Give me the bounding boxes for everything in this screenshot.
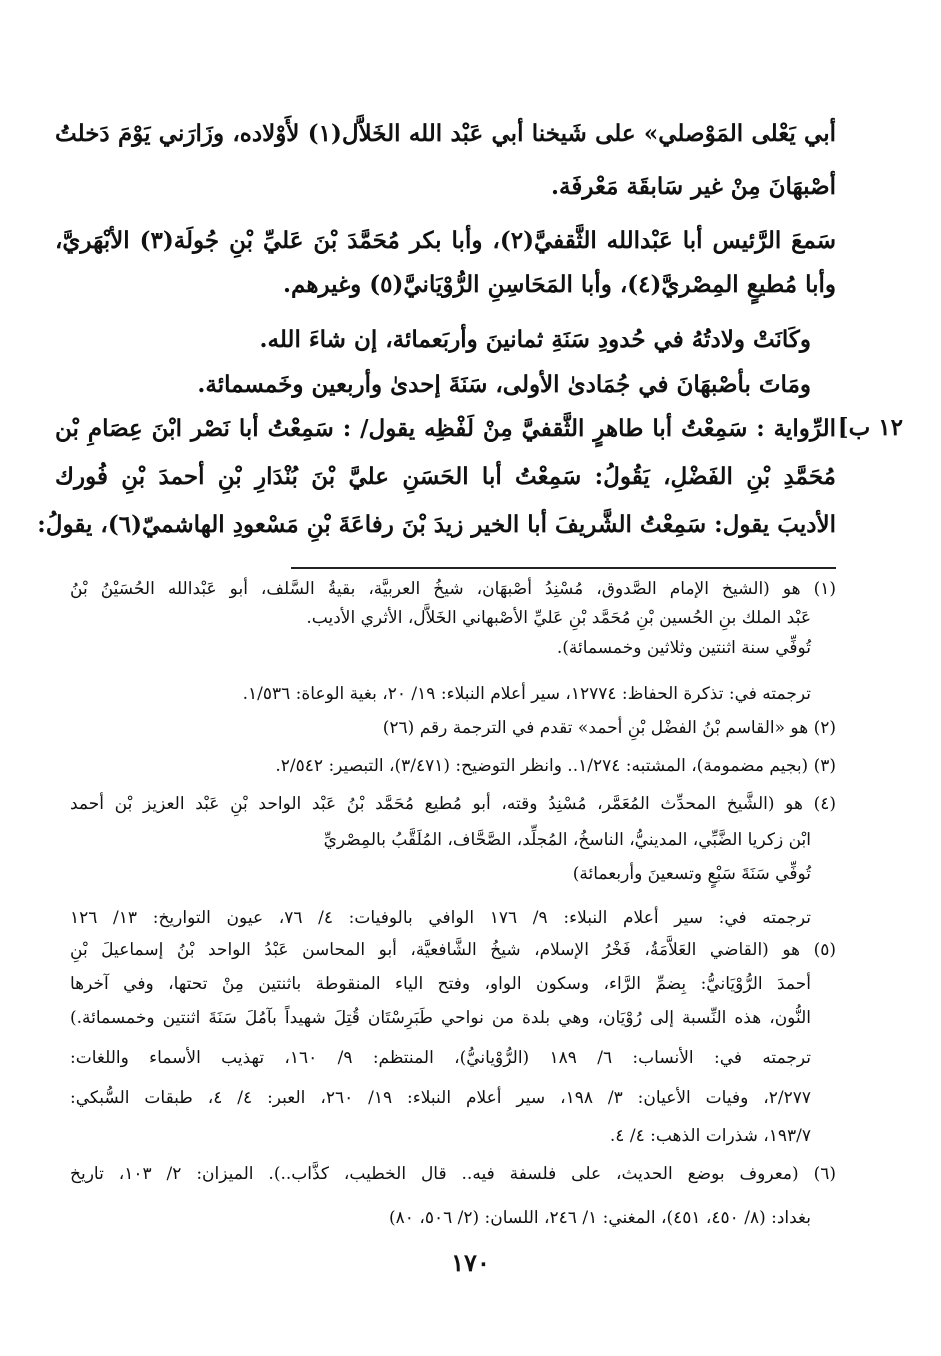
main-line-8: مُحَمَّدِ بْنِ الفَضْلِ، يَقُولُ: سَمِعْتُ أبا الحَسَنِ عليَّ بْنَ بُنْدَارِ بْنِ أحمدَ بْنِ فُورك <box>55 463 836 490</box>
main-line-1: أبي يَعْلى المَوْصلي» على شَيخنا أبي عَبْد الله الخَلاَّل(١) لأَوْلاده، وزَارَني يَوْمَ دَخلتُ <box>55 120 836 147</box>
main-line-7: الرِّواية : سَمِعْتُ أبا طاهرٍ الثَّقفيَّ مِنْ لَفْظِه يقول/ : سَمِعْتُ أبا نَصْر ابْنَ عِصَامِ بْن <box>55 415 836 442</box>
main-line-9: الأديبَ يقول: سَمِعْتُ الشَّريفَ أبا الخير زيدَ بْنَ رفاعَةَ بْنِ مَسْعودِ الهاشميّ(٦)، يقولُ: <box>37 511 836 538</box>
footnote-line: ١٩٣/٧، شذرات الذهب: ٤/ ٤. <box>609 1126 811 1146</box>
page-number: ١٧٠ <box>451 1248 490 1277</box>
footnote-line: ترجمته في: تذكرة الحفاظ: ١٢٧٧٤، سير أعلام النبلاء: ١٩/ ٢٠، بغية الوعاة: ١/٥٣٦. <box>242 684 811 704</box>
main-line-2: أصْبهَانَ مِنْ غير سَابقَة مَعْرفَة. <box>551 173 836 200</box>
footnote-line: (٢) هو «القاسم بْنُ الفضْل بْنِ أحمد» تقدم في الترجمة رقم (٢٦) <box>382 718 836 738</box>
footnote-line: (٤) هو (الشَّيخ المحدِّث المُعَمَّر، مُسْنِدُ وقته، أبو مُطيع مُحَمَّد بْنُ عَبْد الواحد بْنِ عَبْد العزيز بْن أحمد <box>70 794 836 814</box>
footnote-separator <box>291 567 836 569</box>
footnote-line: تُوفِّي سَنَةَ سَبْعٍ وتسعينَ وأربعمائة) <box>572 864 811 884</box>
main-line-3: سَمعَ الرَّئيس أبا عَبْدالله الثَّقفيَّ(٢)، وأبا بكر مُحَمَّدَ بْنَ عَليِّ بْنِ جُولَة(٣) الأبْهَريَّ، <box>55 227 836 254</box>
main-line-4: وأبا مُطيعٍ المِصْريَّ(٤)، وأبا المَحَاسِنِ الرُّوْيَانيَّ(٥) وغيرهم. <box>283 271 836 298</box>
footnote-line: (١) هو (الشيخ الإمام الصَّدوق، مُسْنِدُ أصْبهَان، شيخُ العربيَّة، بقيةُ السَّلف، أبو عَبْدالله الحُسَيْنُ بْنُ <box>70 579 836 599</box>
footnote-line: أحمدَ الرُّوْيَانيُّ: بِضمِّ الرَّاء، وسكون الواو، وفتح الياء المنقوطة باثنتين مِنْ تحتها، وفي آخرها <box>70 974 811 994</box>
footnote-line: تُوفِّي سنة اثنتين وثلاثين وخمسمائة). <box>556 638 811 658</box>
footnote-line: ترجمته في: سير أعلام النبلاء: ٩/ ١٧٦ الوافي بالوفيات: ٤/ ٧٦، عيون التواريخ: ١٣/ ١٢٦ <box>70 908 811 928</box>
footnote-line: (٦) (معروف بوضع الحديث، على فلسفة فيه.. قال الخطيب، كذَّاب..). الميزان: ٢/ ١٠٣، تاريخ <box>70 1164 836 1184</box>
main-line-5: وكَانَتْ ولادتُهُ في حُدودِ سَنَةِ ثمانينَ وأربَعمائة، إن شاءَ الله. <box>259 326 811 353</box>
footnote-line: (٣) (بجيم مضمومة)، المشتبه: ١/٢٧٤.. وانظر التوضيح: (٣/٤٧١)، التبصير: ٢/٥٤٢. <box>275 756 836 776</box>
footnote-line: النُّون، هذه النِّسبة إلى رُوْيَان، وهي بلدة من نواحي طَبَرِسْتَان قُتِلَ شهيداً بآمُلَ سَنَةَ اثنتين وخمسمائة.) <box>70 1008 811 1028</box>
footnote-line: ترجمته في: الأنساب: ٦/ ١٨٩ (الرُّوْيانيُّ)، المنتظم: ٩/ ١٦٠، تهذيب الأسماء واللغات: <box>70 1048 812 1068</box>
footnote-line: عَبْد الملك بنِ الحُسين بْنِ مُحَمَّد بْنِ عَليِّ الأصْبهاني الخَلاَّل، الأثري الأديب. <box>306 608 811 628</box>
main-line-6: ومَاتَ بأصْبهَانَ في جُمَادىٰ الأولى، سَنَةَ إحدىٰ وأربعين وخَمسمائة. <box>197 371 811 398</box>
footnote-line: (٥) هو (القاضي العَلاَّمَةُ، فَخْرُ الإسلام، شيخُ الشَّافعيَّة، أبو المحاسن عَبْدُ الواحد بْنُ إسماعيلَ بْنِ <box>70 940 836 960</box>
manuscript-folio-marker: ١٢ ب] <box>837 414 903 441</box>
footnote-line: ٢/٢٧٧، وفيات الأعيان: ٣/ ١٩٨، سير أعلام النبلاء: ١٩/ ٢٦٠، العبر: ٤/ ٤، طبقات السُّبكي: <box>70 1088 811 1108</box>
footnote-line: بغداد: (٨/ ٤٥٠، ٤٥١)، المغني: ١/ ٢٤٦، اللسان: (٢/ ٥٠٦، ٨٠) <box>389 1208 811 1228</box>
footnote-line: ابْن زكريا الضَّبِّي، المدينيُّ، الناسخُ، المُجلِّد، الصَّحَّاف، المُلَقَّبُ بالمِصْريِّ <box>323 830 811 850</box>
